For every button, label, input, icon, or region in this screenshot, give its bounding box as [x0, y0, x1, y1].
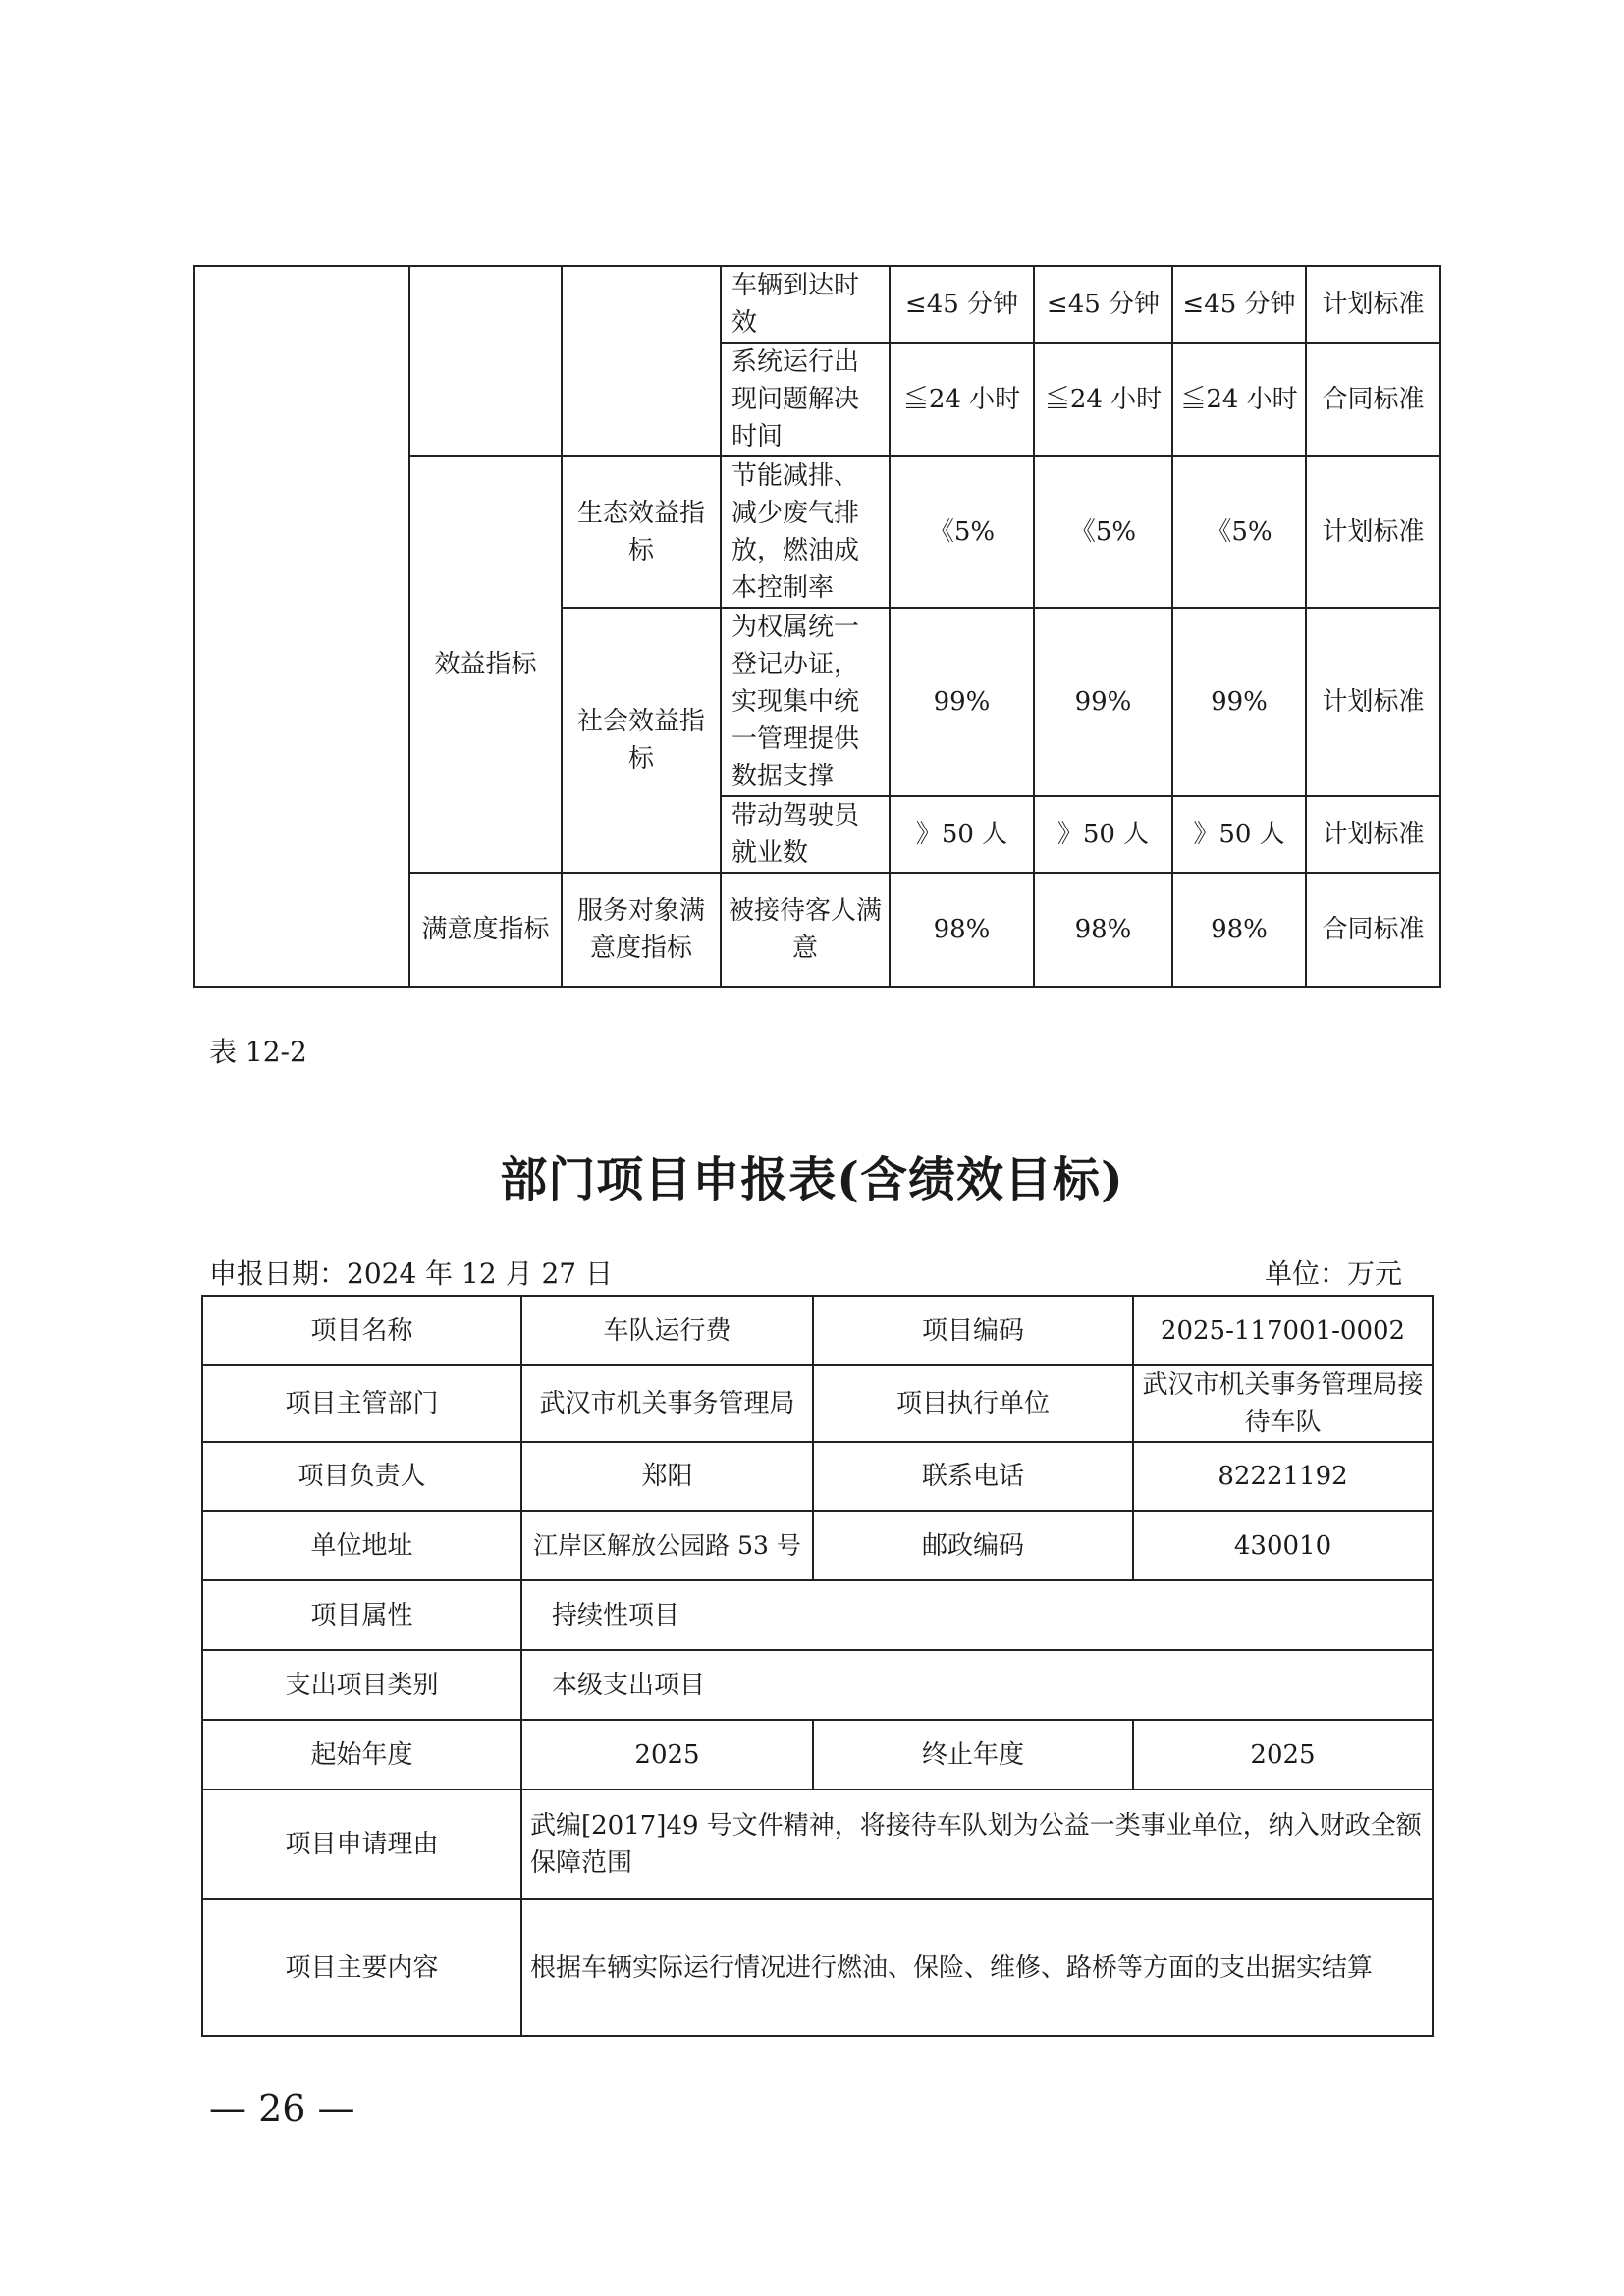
table-row [202, 1296, 1433, 1365]
end-year-value: 2025 [1133, 1720, 1433, 1789]
indicator-basis: 计划标准 [1306, 266, 1440, 343]
indicator-value: ≦24 小时 [1172, 343, 1306, 456]
indicator-basis: 计划标准 [1306, 608, 1440, 796]
indicator-value: ≤45 分钟 [890, 266, 1034, 343]
level2-category: 生态效益指标 [562, 456, 721, 608]
field-label: 项目属性 [202, 1580, 521, 1650]
field-label: 项目主管部门 [202, 1365, 521, 1442]
level2-category: 服务对象满意度指标 [562, 873, 721, 987]
project-application-form [201, 1295, 1434, 2037]
page-title: 部门项目申报表(含绩效目标) [500, 1152, 1124, 1207]
project-code-value: 2025-117001-0002 [1133, 1296, 1433, 1365]
indicator-value: ≤45 分钟 [1034, 266, 1172, 343]
indicator-value: 《5% [1172, 456, 1306, 608]
field-label: 单位地址 [202, 1511, 521, 1580]
performance-indicator-table [193, 265, 1441, 988]
indicator-value: 98% [1172, 873, 1306, 987]
indicator-name: 为权属统一登记办证，实现集中统一管理提供数据支撑 [721, 608, 890, 796]
field-label: 终止年度 [813, 1720, 1133, 1789]
table-row [202, 1899, 1433, 2036]
indicator-name: 车辆到达时效 [721, 266, 890, 343]
table-row [202, 1720, 1433, 1789]
table-row [194, 266, 1440, 343]
table-row [202, 1365, 1433, 1442]
unit-label: 单位：万元 [1265, 1257, 1403, 1290]
indicator-value: 98% [1034, 873, 1172, 987]
start-year-value: 2025 [521, 1720, 813, 1789]
page-number: — 26 — [209, 2087, 355, 2130]
field-label: 项目主要内容 [202, 1899, 521, 2036]
indicator-value: 《5% [1034, 456, 1172, 608]
table-row [202, 1442, 1433, 1511]
content-value: 根据车辆实际运行情况进行燃油、保险、维修、路桥等方面的支出据实结算 [521, 1899, 1433, 2036]
field-label: 项目名称 [202, 1296, 521, 1365]
field-label: 项目执行单位 [813, 1365, 1133, 1442]
indicator-name: 节能减排、减少废气排放，燃油成本控制率 [721, 456, 890, 608]
address-value: 江岸区解放公园路 53 号 [521, 1511, 813, 1580]
category-value: 本级支出项目 [521, 1650, 1433, 1720]
indicator-value: ≦24 小时 [890, 343, 1034, 456]
indicator-value: ≤45 分钟 [1172, 266, 1306, 343]
phone-value: 82221192 [1133, 1442, 1433, 1511]
attr-value: 持续性项目 [521, 1580, 1433, 1650]
indicator-basis: 计划标准 [1306, 796, 1440, 873]
indicator-value: 98% [890, 873, 1034, 987]
field-label: 支出项目类别 [202, 1650, 521, 1720]
indicator-name: 带动驾驶员就业数 [721, 796, 890, 873]
field-label: 起始年度 [202, 1720, 521, 1789]
level2-category: 社会效益指标 [562, 608, 721, 873]
indicator-name: 被接待客人满意 [721, 873, 890, 987]
indicator-value: 99% [1172, 608, 1306, 796]
indicator-value: ≦24 小时 [1034, 343, 1172, 456]
indicator-value: 99% [890, 608, 1034, 796]
indicator-value: 》50 人 [1034, 796, 1172, 873]
indicator-basis: 合同标准 [1306, 873, 1440, 987]
field-label: 邮政编码 [813, 1511, 1133, 1580]
indicator-value: 《5% [890, 456, 1034, 608]
table-row [202, 1789, 1433, 1899]
dept-value: 武汉市机关事务管理局 [521, 1365, 813, 1442]
reason-value: 武编[2017]49 号文件精神，将接待车队划为公益一类事业单位，纳入财政全额保障范围 [521, 1789, 1433, 1899]
leader-value: 郑阳 [521, 1442, 813, 1511]
level1-empty-cell [194, 266, 409, 987]
indicator-value: 》50 人 [890, 796, 1034, 873]
field-label: 项目负责人 [202, 1442, 521, 1511]
indicator-value: 99% [1034, 608, 1172, 796]
indicator-name: 系统运行出现问题解决时间 [721, 343, 890, 456]
level1b-empty-cell [409, 266, 562, 456]
table-caption: 表 12-2 [209, 1036, 307, 1068]
level1-category: 效益指标 [409, 456, 562, 873]
exec-unit-value: 武汉市机关事务管理局接待车队 [1133, 1365, 1433, 1442]
field-label: 项目编码 [813, 1296, 1133, 1365]
field-label: 项目申请理由 [202, 1789, 521, 1899]
table-row [202, 1580, 1433, 1650]
indicator-basis: 计划标准 [1306, 456, 1440, 608]
level2-empty-cell [562, 266, 721, 456]
level1-category: 满意度指标 [409, 873, 562, 987]
table-row [202, 1511, 1433, 1580]
project-name-value: 车队运行费 [521, 1296, 813, 1365]
table-row [202, 1650, 1433, 1720]
indicator-value: 》50 人 [1172, 796, 1306, 873]
indicator-basis: 合同标准 [1306, 343, 1440, 456]
field-label: 联系电话 [813, 1442, 1133, 1511]
report-date: 申报日期：2024 年 12 月 27 日 [209, 1257, 614, 1290]
postcode-value: 430010 [1133, 1511, 1433, 1580]
